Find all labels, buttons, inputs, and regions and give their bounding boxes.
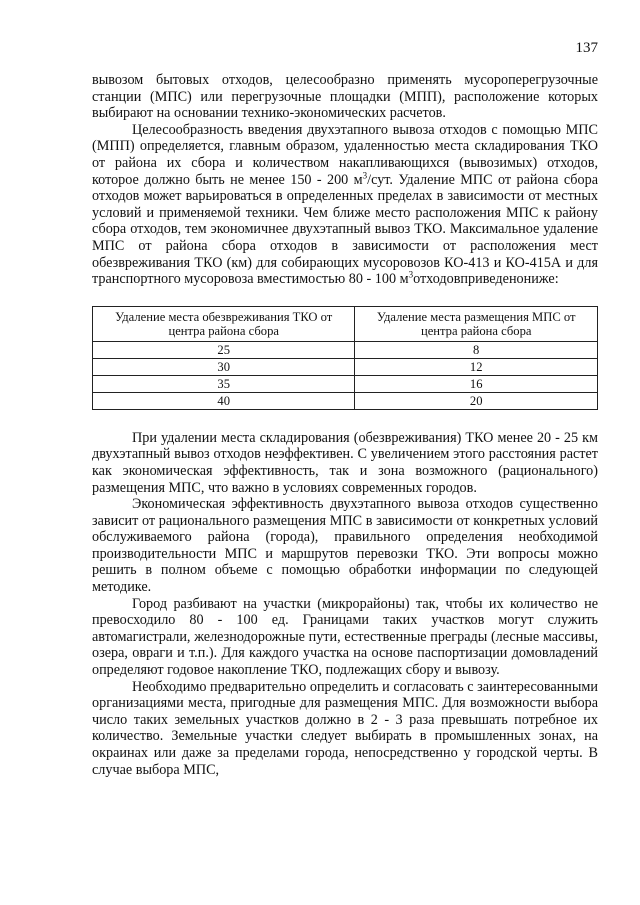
table-row xyxy=(93,358,598,375)
superscript-cubic: 3 xyxy=(362,169,368,180)
table-row xyxy=(93,375,598,392)
paragraph-6: Необходимо предварительно определить и согласовать с заинтересованными организациями места, пригодные для размещения МПС. Для возможности выбора число таких земельных участков должно в 2 - 3 раза превышать потребное их количество. Земельные участки следует выбирать в промышленных зонах, на окраинах или даже за пределами города, непосредственно у городской черты. В случае выбора МПС, xyxy=(92,678,598,778)
paragraph-2-part-b: /сут. Удаление МПС от района сбора отходов может варьироваться в определенных пределах в зависимости от местных условий и применяемой техники. Чем ближе место расположения МПС к району сбора отходов, тем экономичнее двухэтапный вывоз ТКО. Максимальное удаление МПС от района сбора отходов в зависимости от расположения мест обезвреживания ТКО (км) для собирающих мусоровозов КО-413 и КО-415А и для транспортного мусоровоза вместимостью 80 - 100 м xyxy=(92,171,599,288)
paragraph-2-part-a: Целесообразность введения двухэтапного вывоза отходов с помощью МПС (МПП) определяется, главным образом, удаленностью места складирования ТКО от района их сбора и количеством накапливающихся (вывозимых) отходов, которое должно быть не менее 150 - 200 м xyxy=(92,121,598,188)
paragraph-1: вывозом бытовых отходов, целесообразно применять мусороперегрузочные станции (МПС) или перегрузочные площадки (МПП), расположение которых выбирают на основании технико-экономических расчетов. xyxy=(92,72,598,122)
paragraph-2-part-c: отходовприведенониже: xyxy=(413,271,559,288)
page-number: 137 xyxy=(575,40,598,56)
table-cell: 30 xyxy=(93,358,355,375)
table-row xyxy=(93,341,598,358)
table-cell: 16 xyxy=(355,375,598,392)
distance-table xyxy=(92,306,598,410)
paragraph-3: При удалении места складирования (обезвреживания) ТКО менее 20 - 25 км двухэтапный вывоз отходов неэффективен. С увеличением этого расстояния растет как экономическая эффективность, так и зона возможного (рационального) размещения МПС, что важно в условиях современных городов. xyxy=(92,429,598,496)
paragraph-2 xyxy=(92,122,598,288)
column-header: Удаление места размещения МПС от центра района сбора xyxy=(355,306,598,341)
paragraph-4: Экономическая эффективность двухэтапного вывоза отходов существенно зависит от рационального размещения МПС в зависимости от конкретных условий обслуживаемого района (города), правильного определения необходимой производительности МПС и маршрутов перевозки ТКО. Эти вопросы можно решить в полном объеме с помощью обработки информации по следующей методике. xyxy=(92,496,598,596)
page-body xyxy=(92,72,598,778)
paragraph-5: Город разбивают на участки (микрорайоны) так, чтобы их количество не превосходило 80 - 100 ед. Границами таких участков могут служить автомагистрали, железнодорожные пути, естественные преграды (лесные массивы, озера, овраги и т.п.). Для каждого участка на основе паспортизации домовладений определяют годовое накопление ТКО, подлежащих сбору и вывозу. xyxy=(92,595,598,679)
superscript-cubic-2: 3 xyxy=(408,269,414,280)
column-header: Удаление места обезвреживания ТКО от центра района сбора xyxy=(93,306,355,341)
table-cell: 35 xyxy=(93,375,355,392)
table-cell: 8 xyxy=(355,341,598,358)
table-cell: 25 xyxy=(93,341,355,358)
table-header-row xyxy=(93,306,598,341)
table-cell: 20 xyxy=(355,392,598,409)
table-row xyxy=(93,392,598,409)
table-cell: 12 xyxy=(355,358,598,375)
table-cell: 40 xyxy=(93,392,355,409)
